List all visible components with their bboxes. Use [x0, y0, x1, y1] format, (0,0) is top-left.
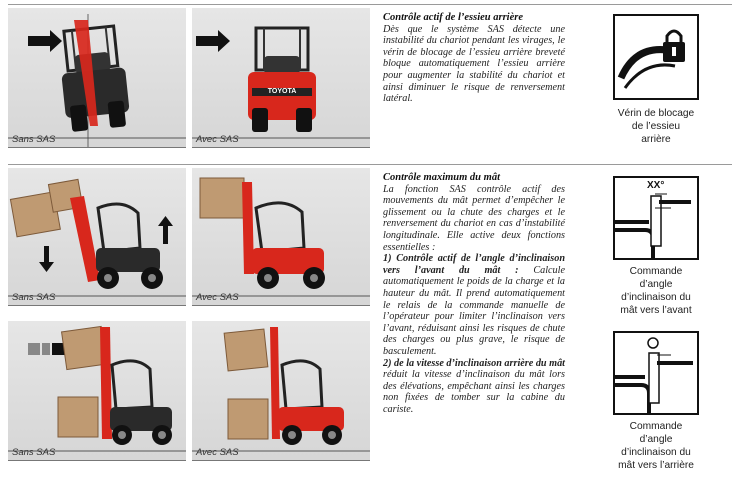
caption-line: d’inclinaison du — [621, 292, 691, 303]
image-panel-avec-sas-rear — [192, 8, 370, 148]
caption-line: mât vers l’avant — [620, 305, 692, 316]
panel-caption: Avec SAS — [196, 134, 239, 145]
section1-body: Dès que le système SAS détecte une instabilité du chariot pendant les virages, le vérin de blocage de l’essieu arrière breveté bloque automatiquement l’essieu arrière pour augmenter la stabilité du chariot et ainsi diminuer le risque de renversement latéral. — [383, 23, 565, 105]
panel-caption: Sans SAS — [12, 292, 56, 303]
rear-axle-lock-icon-box — [613, 14, 699, 100]
section-divider — [8, 164, 732, 165]
section1-title: Contrôle actif de l’essieu arrière — [383, 12, 523, 23]
caption-line: d’inclinaison du — [621, 447, 691, 458]
image-panel-sans-sas-forward-tilt — [8, 168, 186, 306]
image-panel-sans-sas-backward-tilt — [8, 321, 186, 461]
item2-number: 2) — [383, 357, 392, 369]
panel-caption: Avec SAS — [196, 292, 239, 303]
caption-line: d’angle — [639, 279, 673, 290]
caption-line: arrière — [641, 134, 671, 145]
item1-body: Calcule automatiquement le poids de la charge et la hauteur du mât. Il prend automatiquement le relais de la commande manuelle de l’opérateur pour limiter l’inclinaison vers l’avant, réduisant ainsi les risques de chute des charges ou plus grave, le risque de basculement. — [383, 264, 565, 357]
caption-line: Commande — [629, 266, 683, 277]
lock-icon — [615, 16, 697, 98]
caption-line: d’angle — [639, 434, 673, 445]
caption-line: de l’essieu — [631, 121, 681, 132]
backward-tilt-caption — [600, 420, 712, 472]
caption-line: mât vers l’arrière — [618, 460, 694, 471]
panel-caption: Sans SAS — [12, 447, 56, 458]
backward-tilt-icon — [615, 333, 697, 413]
top-rule — [8, 4, 732, 5]
caption-line: Vérin de blocage — [617, 108, 695, 119]
section2-item1 — [383, 253, 565, 357]
toyota-brand-label: TOYOTA — [267, 88, 297, 95]
item2-heading: de la vitesse d’inclinaison arrière du mât — [391, 357, 565, 369]
item2-body: réduit la vitesse d’inclinaison du mât lors des élévations, empêchant ainsi les charges non fixées de tomber sur la cabine du cariste. — [383, 369, 565, 415]
caption-line: Commande — [629, 421, 683, 432]
panel-caption: Sans SAS — [12, 134, 56, 145]
section1-text — [383, 12, 565, 105]
backward-tilt-angle-icon-box — [613, 331, 699, 415]
image-panel-avec-sas-backward-tilt — [192, 321, 370, 461]
item1-heading: 1) Contrôle actif de l’angle d’inclinaison vers l’avant du mât : — [383, 253, 565, 276]
section2-text — [383, 172, 565, 415]
image-panel-sans-sas-rear — [8, 8, 186, 148]
forward-tilt-caption — [600, 265, 712, 317]
rear-axle-lock-caption — [600, 107, 712, 146]
image-panel-avec-sas-forward-tilt — [192, 168, 370, 306]
section2-intro: La fonction SAS contrôle actif des mouvements du mât permet d’empêcher le glissement ou la chute des charges et le renversement du chariot en cas d’instabilité longitudinale. Elle active deux fonctions essentielles : — [383, 183, 565, 253]
angle-label: XX° — [647, 180, 665, 191]
section2-title: Contrôle maximum du mât — [383, 172, 500, 183]
forward-tilt-angle-icon-box — [613, 176, 699, 260]
panel-caption: Avec SAS — [196, 447, 239, 458]
section2-item2 — [383, 358, 565, 416]
